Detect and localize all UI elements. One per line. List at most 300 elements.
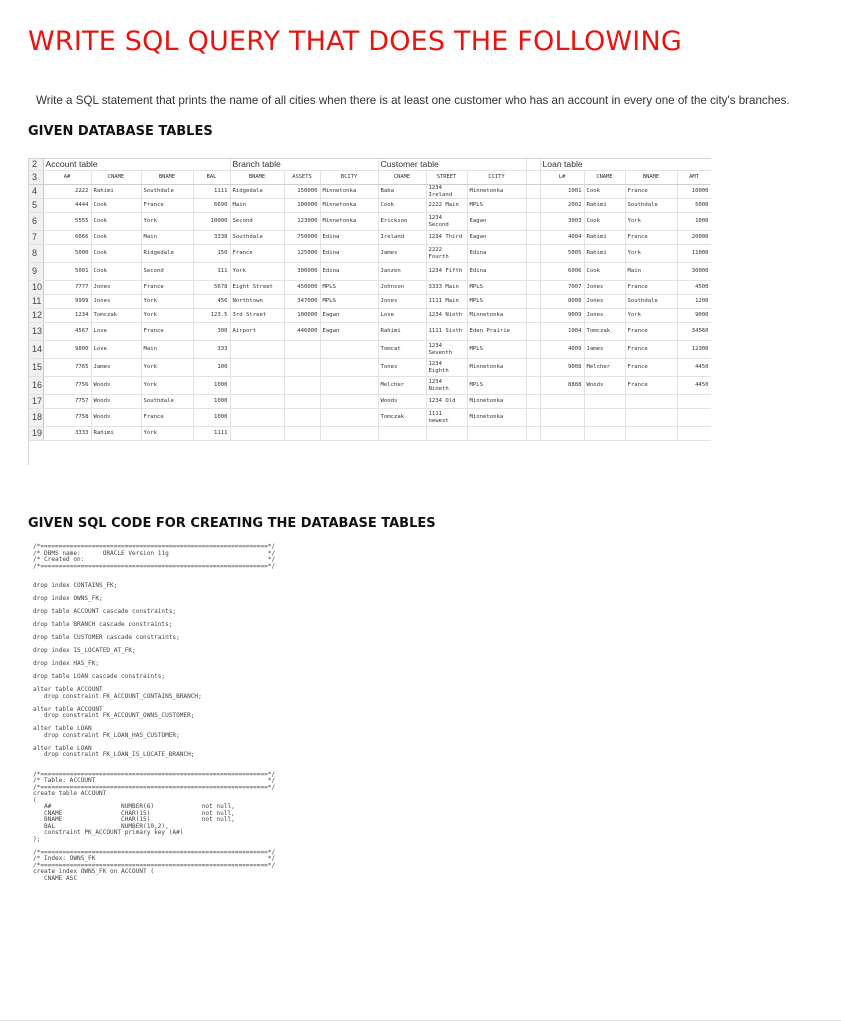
account-cell: Love (91, 323, 141, 341)
sheet-row (29, 199, 711, 213)
empty-cell (320, 377, 378, 395)
empty-cell (284, 377, 320, 395)
account-cell: 2222 (43, 185, 91, 199)
sheet-row (29, 295, 711, 309)
spreadsheet-grid (29, 159, 711, 441)
loan-cell: 1000 (677, 213, 711, 231)
loan-cell: 7007 (540, 281, 584, 295)
account-cell: 7756 (43, 377, 91, 395)
question-text: Write a SQL statement that prints the name of all cities when there is at least one customer who has an account in every one of the city's branches. (36, 94, 790, 107)
customer-cell: Eagan (467, 231, 526, 245)
loan-cell: France (625, 281, 677, 295)
branch-cell: Edina (320, 263, 378, 281)
branch-cell: Edina (320, 245, 378, 263)
empty-cell (526, 323, 540, 341)
empty-cell (230, 409, 284, 427)
customer-cell: Minnetonka (467, 359, 526, 377)
customer-cell: Tomcat (378, 341, 426, 359)
customer-cell: Erickson (378, 213, 426, 231)
account-cell: 5678 (193, 281, 230, 295)
account-cell: France (141, 281, 193, 295)
branch-cell: Second (230, 213, 284, 231)
loan-cell: 12300 (677, 341, 711, 359)
column-header: BNAME (625, 171, 677, 185)
row-number: 16 (29, 377, 43, 395)
column-header: CNAME (584, 171, 625, 185)
sheet-row (29, 171, 711, 185)
account-cell: Cook (91, 245, 141, 263)
empty-cell (320, 341, 378, 359)
loan-cell: France (625, 341, 677, 359)
loan-cell: Cook (584, 213, 625, 231)
branch-cell: France (230, 245, 284, 263)
empty-cell (320, 359, 378, 377)
loan-cell: York (625, 245, 677, 263)
sheet-row (29, 263, 711, 281)
customer-cell: 2222 Main (426, 199, 467, 213)
loan-cell: 10000 (677, 185, 711, 199)
sheet-row (29, 185, 711, 199)
account-cell: Cook (91, 231, 141, 245)
column-header: CCITY (467, 171, 526, 185)
empty-cell (526, 213, 540, 231)
customer-cell: 1234 Old (426, 395, 467, 409)
sheet-row (29, 323, 711, 341)
branch-cell: York (230, 263, 284, 281)
row-number: 12 (29, 309, 43, 323)
empty-cell (526, 263, 540, 281)
branch-cell: 123000 (284, 213, 320, 231)
account-cell: York (141, 213, 193, 231)
branch-cell: 100000 (284, 309, 320, 323)
empty-cell (526, 245, 540, 263)
sheet-row (29, 213, 711, 231)
account-cell: Cook (91, 199, 141, 213)
customer-cell: 1234 Ireland (426, 185, 467, 199)
customer-cell: Eden Prairie (467, 323, 526, 341)
table-title-branch: Branch table (230, 159, 378, 171)
branch-cell: MPLS (320, 295, 378, 309)
account-cell: Jones (91, 281, 141, 295)
account-cell: Main (141, 341, 193, 359)
row-number: 6 (29, 213, 43, 231)
account-cell: 1000 (193, 409, 230, 427)
empty-cell (230, 359, 284, 377)
loan-cell: 4450 (677, 377, 711, 395)
empty-cell (625, 409, 677, 427)
column-header: AMT (677, 171, 711, 185)
row-number: 11 (29, 295, 43, 309)
account-cell: 5001 (43, 263, 91, 281)
account-cell: 333 (193, 341, 230, 359)
customer-cell: MPLS (467, 281, 526, 295)
empty-cell (320, 395, 378, 409)
branch-cell: 150000 (284, 185, 320, 199)
empty-cell (526, 395, 540, 409)
account-cell: 1111 (193, 185, 230, 199)
empty-cell (426, 427, 467, 441)
customer-cell: Cook (378, 199, 426, 213)
account-cell: Second (141, 263, 193, 281)
empty-cell (467, 427, 526, 441)
loan-cell: 8008 (540, 295, 584, 309)
loan-cell: Rahimi (584, 199, 625, 213)
account-cell: James (91, 359, 141, 377)
empty-cell (230, 341, 284, 359)
branch-cell: 300000 (284, 263, 320, 281)
customer-cell: 1234 Fifth (426, 263, 467, 281)
section-heading-tables: GIVEN DATABASE TABLES (28, 124, 213, 139)
customer-cell: Tones (378, 359, 426, 377)
customer-cell: Love (378, 309, 426, 323)
loan-cell: 5000 (677, 199, 711, 213)
empty-cell (526, 185, 540, 199)
column-header: L# (540, 171, 584, 185)
table-title-loan: Loan table (540, 159, 711, 171)
empty-cell (677, 409, 711, 427)
account-cell: 1111 (193, 427, 230, 441)
empty-cell (284, 341, 320, 359)
loan-cell: Jones (584, 281, 625, 295)
branch-cell: Minnetonka (320, 213, 378, 231)
loan-cell: Cook (584, 185, 625, 199)
loan-cell: Rahimi (584, 231, 625, 245)
account-cell: Jones (91, 295, 141, 309)
empty-cell (677, 395, 711, 409)
account-cell: 5000 (43, 245, 91, 263)
row-number: 10 (29, 281, 43, 295)
account-cell: Cook (91, 263, 141, 281)
empty-cell (320, 427, 378, 441)
loan-cell: York (625, 309, 677, 323)
empty-cell (378, 427, 426, 441)
customer-cell: Rahimi (378, 323, 426, 341)
branch-cell: 750000 (284, 231, 320, 245)
loan-cell: 30000 (677, 263, 711, 281)
empty-cell (677, 427, 711, 441)
customer-cell: 1111 Sixth (426, 323, 467, 341)
customer-cell: MPLS (467, 341, 526, 359)
customer-cell: James (378, 245, 426, 263)
empty-cell (625, 427, 677, 441)
account-cell: Southdale (141, 395, 193, 409)
sheet-row (29, 159, 711, 171)
empty-cell (284, 359, 320, 377)
empty-cell (284, 427, 320, 441)
sheet-row (29, 281, 711, 295)
loan-cell: France (625, 185, 677, 199)
account-cell: Rahimi (91, 185, 141, 199)
sheet-row (29, 231, 711, 245)
row-number: 14 (29, 341, 43, 359)
account-cell: York (141, 295, 193, 309)
customer-cell: Janzen (378, 263, 426, 281)
customer-cell: MPLS (467, 295, 526, 309)
loan-cell: Main (625, 263, 677, 281)
empty-cell (625, 395, 677, 409)
customer-cell: Edina (467, 245, 526, 263)
customer-cell: Eagan (467, 213, 526, 231)
row-number: 19 (29, 427, 43, 441)
customer-cell: Melcher (378, 377, 426, 395)
loan-cell: 5005 (540, 245, 584, 263)
account-cell: Main (141, 231, 193, 245)
account-cell: York (141, 309, 193, 323)
empty-cell (526, 231, 540, 245)
account-cell: York (141, 377, 193, 395)
empty-cell (540, 427, 584, 441)
sheet-row (29, 377, 711, 395)
branch-cell: Northtown (230, 295, 284, 309)
column-header: BAL (193, 171, 230, 185)
loan-cell: 8888 (540, 377, 584, 395)
empty-cell (584, 395, 625, 409)
loan-cell: 2002 (540, 199, 584, 213)
loan-cell: 4500 (677, 281, 711, 295)
account-cell: 6690 (193, 199, 230, 213)
row-number: 7 (29, 231, 43, 245)
account-cell: 1000 (193, 377, 230, 395)
sheet-row (29, 309, 711, 323)
account-cell: Woods (91, 409, 141, 427)
account-cell: 1234 (43, 309, 91, 323)
customer-cell: Minnetonka (467, 185, 526, 199)
loan-cell: 9000 (677, 309, 711, 323)
branch-cell: 446000 (284, 323, 320, 341)
customer-cell: Woods (378, 395, 426, 409)
branch-cell: Ridgedale (230, 185, 284, 199)
account-cell: 111 (193, 263, 230, 281)
empty-cell (526, 341, 540, 359)
sheet-row (29, 409, 711, 427)
account-cell: Rahimi (91, 427, 141, 441)
branch-cell: Minnetonka (320, 185, 378, 199)
row-number: 8 (29, 245, 43, 263)
account-cell: 4567 (43, 323, 91, 341)
customer-cell: Minnetonka (467, 395, 526, 409)
loan-cell: France (625, 231, 677, 245)
loan-cell: Cook (584, 263, 625, 281)
account-cell: 100 (193, 359, 230, 377)
account-cell: 3333 (43, 427, 91, 441)
empty-cell (526, 409, 540, 427)
account-cell: 7777 (43, 281, 91, 295)
loan-cell: Tomczak (584, 323, 625, 341)
account-cell: 3338 (193, 231, 230, 245)
account-cell: 123.5 (193, 309, 230, 323)
empty-cell (230, 377, 284, 395)
row-number: 9 (29, 263, 43, 281)
branch-cell: Eagan (320, 323, 378, 341)
loan-cell: 11000 (677, 245, 711, 263)
empty-cell (526, 377, 540, 395)
account-cell: 10000 (193, 213, 230, 231)
column-header: ASSETS (284, 171, 320, 185)
loan-cell: Rahimi (584, 245, 625, 263)
column-header: STREET (426, 171, 467, 185)
loan-cell: 1200 (677, 295, 711, 309)
column-header: BNAME (141, 171, 193, 185)
customer-cell: Jones (378, 295, 426, 309)
account-cell: France (141, 409, 193, 427)
customer-cell: 1234 Eighth (426, 359, 467, 377)
loan-cell: Woods (584, 377, 625, 395)
column-header: BNAME (230, 171, 284, 185)
customer-cell: 1111 newest (426, 409, 467, 427)
branch-cell: Airport (230, 323, 284, 341)
empty-cell (584, 409, 625, 427)
customer-cell: 1234 Seventh (426, 341, 467, 359)
customer-cell: 1234 Second (426, 213, 467, 231)
account-cell: 6666 (43, 231, 91, 245)
table-title-customer: Customer table (378, 159, 526, 171)
empty-cell (526, 159, 540, 171)
account-cell: Tomczak (91, 309, 141, 323)
row-number: 4 (29, 185, 43, 199)
row-number: 2 (29, 159, 43, 171)
loan-cell: 34560 (677, 323, 711, 341)
loan-cell: Melcher (584, 359, 625, 377)
column-header: CNAME (91, 171, 141, 185)
customer-cell: Edina (467, 263, 526, 281)
loan-cell: 20000 (677, 231, 711, 245)
sql-code-block: /*==============================================================*/ /* DBMS name: ORACLE Version 11g */ /* Created on: */ /*==============================================================*/ drop index CONTAINS_FK; drop index OWNS_FK; drop table ACCOUNT cascade constraints; drop table BRANCH cascade constraints; drop table CUSTOMER cascade constraints; drop index IS_LOCATED_AT_FK; drop index HAS_FK; drop table LOAN cascade constraints; alter table ACCOUNT drop constraint FK_ACCOUNT_CONTAINS_BRANCH; alter table ACCOUNT drop constraint FK_ACCOUNT_OWNS_CUSTOMER; alter table LOAN drop constraint FK_LOAN_HAS_CUSTOMER; alter table LOAN drop constraint FK_LOAN_IS_LOCATE_BRANCH; /*==============================================================*/ /* Table: ACCOUNT */ /*==============================================================*/ create table ACCOUNT ( A# NUMBER(6) not null, CNAME CHAR(15) not null, BNAME CHAR(15) not null, BAL NUMBER(10,2), constraint PK_ACCOUNT primary key (A#) ); /*==============================================================*/ /* Index: OWNS_FK */ /*==============================================================*/ create index OWNS_FK on ACCOUNT ( CNAME ASC (33, 543, 276, 882)
loan-cell: France (625, 323, 677, 341)
empty-cell (526, 309, 540, 323)
sheet-row (29, 359, 711, 377)
loan-cell: 4004 (540, 231, 584, 245)
sheet-row (29, 341, 711, 359)
table-title-account: Account table (43, 159, 230, 171)
page-divider (0, 1020, 841, 1021)
branch-cell: 125000 (284, 245, 320, 263)
account-cell: Ridgedale (141, 245, 193, 263)
column-header: CNAME (378, 171, 426, 185)
customer-cell: Ireland (378, 231, 426, 245)
account-cell: Woods (91, 377, 141, 395)
loan-cell: 4009 (540, 341, 584, 359)
row-number: 3 (29, 171, 43, 185)
empty-cell (584, 427, 625, 441)
loan-cell: 6006 (540, 263, 584, 281)
account-cell: France (141, 323, 193, 341)
empty-cell (526, 427, 540, 441)
empty-cell (526, 281, 540, 295)
column-header: BCITY (320, 171, 378, 185)
row-number: 5 (29, 199, 43, 213)
customer-cell: 3333 Main (426, 281, 467, 295)
loan-cell: Southdale (625, 199, 677, 213)
branch-cell: 3rd Street (230, 309, 284, 323)
customer-cell: Minnetonka (467, 409, 526, 427)
spreadsheet (28, 158, 711, 465)
branch-cell: Minnetonka (320, 199, 378, 213)
account-cell: 456 (193, 295, 230, 309)
empty-cell (540, 409, 584, 427)
empty-cell (526, 295, 540, 309)
loan-cell: 3003 (540, 213, 584, 231)
loan-cell: Southdale (625, 295, 677, 309)
empty-cell (230, 395, 284, 409)
empty-cell (230, 427, 284, 441)
loan-cell: France (625, 359, 677, 377)
account-cell: 7765 (43, 359, 91, 377)
empty-cell (284, 395, 320, 409)
branch-cell: Main (230, 199, 284, 213)
account-cell: Love (91, 341, 141, 359)
row-number: 17 (29, 395, 43, 409)
loan-cell: 1004 (540, 323, 584, 341)
customer-cell: Johnson (378, 281, 426, 295)
empty-cell (320, 409, 378, 427)
branch-cell: 347000 (284, 295, 320, 309)
branch-cell: Edina (320, 231, 378, 245)
loan-cell: 4450 (677, 359, 711, 377)
loan-cell: France (625, 377, 677, 395)
branch-cell: MPLS (320, 281, 378, 295)
loan-cell: James (584, 341, 625, 359)
customer-cell: Tomczak (378, 409, 426, 427)
row-number: 13 (29, 323, 43, 341)
branch-cell: Eight Street (230, 281, 284, 295)
empty-cell (526, 199, 540, 213)
loan-cell: York (625, 213, 677, 231)
branch-cell: Southdale (230, 231, 284, 245)
row-number: 15 (29, 359, 43, 377)
customer-cell: 1234 Third (426, 231, 467, 245)
customer-cell: Baba (378, 185, 426, 199)
account-cell: Woods (91, 395, 141, 409)
loan-cell: Jones (584, 295, 625, 309)
customer-cell: 1234 Ninth (426, 309, 467, 323)
page-title: WRITE SQL QUERY THAT DOES THE FOLLOWING (28, 26, 682, 57)
branch-cell: 100000 (284, 199, 320, 213)
loan-cell: 9009 (540, 309, 584, 323)
branch-cell: 450000 (284, 281, 320, 295)
account-cell: Southdale (141, 185, 193, 199)
sheet-row (29, 395, 711, 409)
account-cell: 9999 (43, 295, 91, 309)
account-cell: 1000 (193, 395, 230, 409)
customer-cell: 2222 Fourth (426, 245, 467, 263)
account-cell: Cook (91, 213, 141, 231)
branch-cell: Eagan (320, 309, 378, 323)
account-cell: 7757 (43, 395, 91, 409)
account-cell: 9800 (43, 341, 91, 359)
account-cell: York (141, 427, 193, 441)
account-cell: 300 (193, 323, 230, 341)
loan-cell: Jones (584, 309, 625, 323)
empty-cell (540, 395, 584, 409)
account-cell: France (141, 199, 193, 213)
section-heading-sql: GIVEN SQL CODE FOR CREATING THE DATABASE TABLES (28, 516, 436, 531)
account-cell: 4444 (43, 199, 91, 213)
column-header: A# (43, 171, 91, 185)
account-cell: 7758 (43, 409, 91, 427)
empty-cell (284, 409, 320, 427)
customer-cell: MPLS (467, 377, 526, 395)
customer-cell: 1111 Main (426, 295, 467, 309)
empty-cell (526, 359, 540, 377)
empty-cell (526, 171, 540, 185)
loan-cell: 1001 (540, 185, 584, 199)
row-number: 18 (29, 409, 43, 427)
account-cell: 5555 (43, 213, 91, 231)
loan-cell: 9008 (540, 359, 584, 377)
account-cell: 150 (193, 245, 230, 263)
sheet-row (29, 427, 711, 441)
customer-cell: 1234 Nineth (426, 377, 467, 395)
